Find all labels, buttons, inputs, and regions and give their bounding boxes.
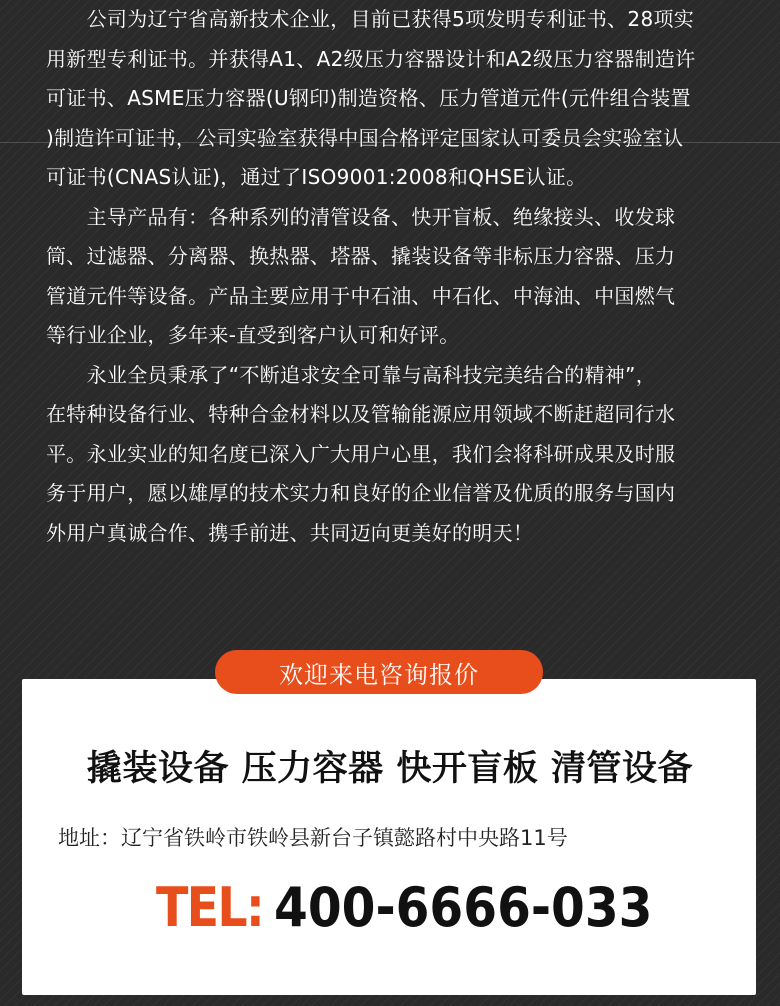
- intro-line: 公司为辽宁省高新技术企业，目前已获得5项发明专利证书、28项实: [46, 7, 695, 31]
- intro-line: 主导产品有：各种系列的清管设备、快开盲板、绝缘接头、收发球: [46, 204, 676, 229]
- intro-line: 管道元件等设备。产品主要应用于中石油、中石化、中海油、中国燃气: [46, 283, 676, 308]
- intro-line: 平。永业实业的知名度已深入广大用户心里，我们会将科研成果及时服: [46, 441, 676, 466]
- intro-line: 等行业企业，多年来-直受到客户认可和好评。: [46, 323, 460, 347]
- intro-paragraph-2: [46, 198, 746, 356]
- phone-number[interactable]: 400-6666-033: [273, 875, 653, 939]
- intro-line: 在特种设备行业、特种合金材料以及管输能源应用领域不断赶超同行水: [46, 402, 676, 426]
- address-text: 地址：辽宁省铁岭市铁岭县新台子镇懿路村中央路11号: [58, 826, 568, 850]
- intro-paragraph-3: [46, 356, 746, 554]
- company-intro: [46, 0, 746, 553]
- intro-paragraph-1: [46, 0, 746, 198]
- intro-line: 可证书(CNAS认证)，通过了ISO9001:2008和QHSE认证。: [46, 165, 587, 189]
- phone-row: [156, 872, 694, 942]
- consult-banner: [215, 650, 543, 694]
- intro-line: 筒、过滤器、分离器、换热器、塔器、撬装设备等非标压力容器、压力: [46, 244, 676, 268]
- consult-banner-text: 欢迎来电咨询报价: [279, 660, 479, 689]
- intro-line: 可证书、ASME压力容器(U钢印)制造资格、压力管道元件(元件组合装置: [46, 86, 691, 110]
- intro-line: 永业全员秉承了“不断追求安全可靠与高科技完美结合的精神”，: [46, 362, 657, 387]
- intro-line: 外用户真诚合作、携手前进、共同迈向更美好的明天！: [46, 520, 534, 545]
- tel-label: TEL:: [156, 875, 264, 939]
- intro-line: 务于用户，愿以雄厚的技术实力和良好的企业信誉及优质的服务与国内: [46, 481, 676, 505]
- product-headline: 撬装设备 压力容器 快开盲板 清管设备: [86, 749, 694, 789]
- intro-line: 用新型专利证书。并获得A1、A2级压力容器设计和A2级压力容器制造许: [46, 46, 696, 71]
- intro-line: )制造许可证书，公司实验室获得中国合格评定国家认可委员会实验室认: [46, 125, 684, 150]
